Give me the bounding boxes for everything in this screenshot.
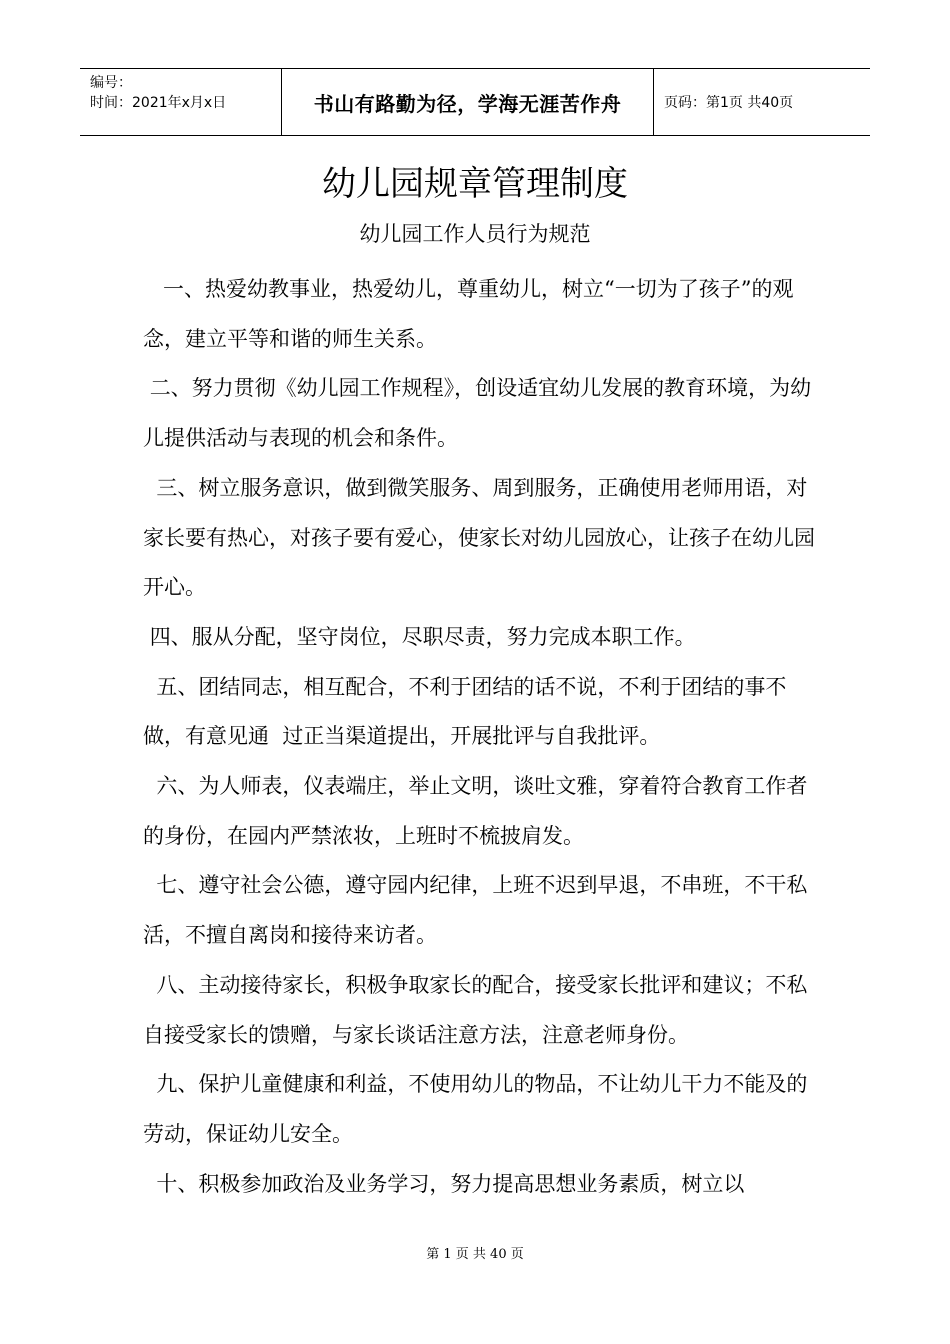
paragraph-10: 十、积极参加政治及业务学习，努力提高思想业务素质，树立以 (143, 1171, 745, 1196)
header-motto-cell (282, 69, 654, 135)
header-page-cell (654, 69, 870, 135)
paragraph-2: 二、努力贯彻《幼儿园工作规程》，创设适宜幼儿发展的教育环境，为幼儿提供活动与表现的机会和条件。 (143, 376, 812, 451)
page-footer: 第 1 页 共 40 页 (426, 1247, 524, 1262)
paragraph-9: 九、保护儿童健康和利益，不使用幼儿的物品，不让幼儿干力不能及的劳动，保证幼儿安全。 (143, 1072, 808, 1146)
header-info-cell (80, 69, 282, 135)
paragraph-5: 五、团结同志，相互配合，不利于团结的话不说，不利于团结的事不做，有意见通 过正当渠道提出，开展批评与自我批评。 (143, 674, 787, 749)
document-number-label: 编号： (90, 75, 132, 91)
document-body (143, 265, 823, 1209)
paragraph-4: 四、服从分配，坚守岗位，尽职尽责，努力完成本职工作。 (143, 624, 696, 649)
document-header-table (80, 68, 870, 136)
header-page-info: 页码：第1页 共40页 (664, 95, 794, 111)
paragraph-1: 一、热爱幼教事业，热爱幼儿，尊重幼儿，树立“一切为了孩子”的观念，建立平等和谐的师生关系。 (143, 277, 794, 351)
document-date-label: 时间：2021年x月x日 (90, 95, 227, 111)
document-title: 幼儿园规章管理制度 (322, 164, 628, 204)
header-motto: 书山有路勤为径，学海无涯苦作舟 (313, 91, 622, 116)
paragraph-8: 八、主动接待家长，积极争取家长的配合，接受家长批评和建议；不私自接受家长的馈赠，与家长谈话注意方法，注意老师身份。 (143, 972, 808, 1047)
paragraph-6: 六、为人师表，仪表端庄，举止文明，谈吐文雅，穿着符合教育工作者的身份，在园内严禁浓妆，上班时不梳披肩发。 (143, 774, 808, 848)
paragraph-3: 三、树立服务意识，做到微笑服务、周到服务，正确使用老师用语，对家长要有热心，对孩子要有爱心，使家长对幼儿园放心，让孩子在幼儿园开心。 (143, 475, 815, 600)
paragraph-7: 七、遵守社会公德，遵守园内纪律，上班不迟到早退，不串班，不干私活，不擅自离岗和接待来访者。 (143, 873, 808, 948)
document-subtitle: 幼儿园工作人员行为规范 (359, 222, 591, 246)
